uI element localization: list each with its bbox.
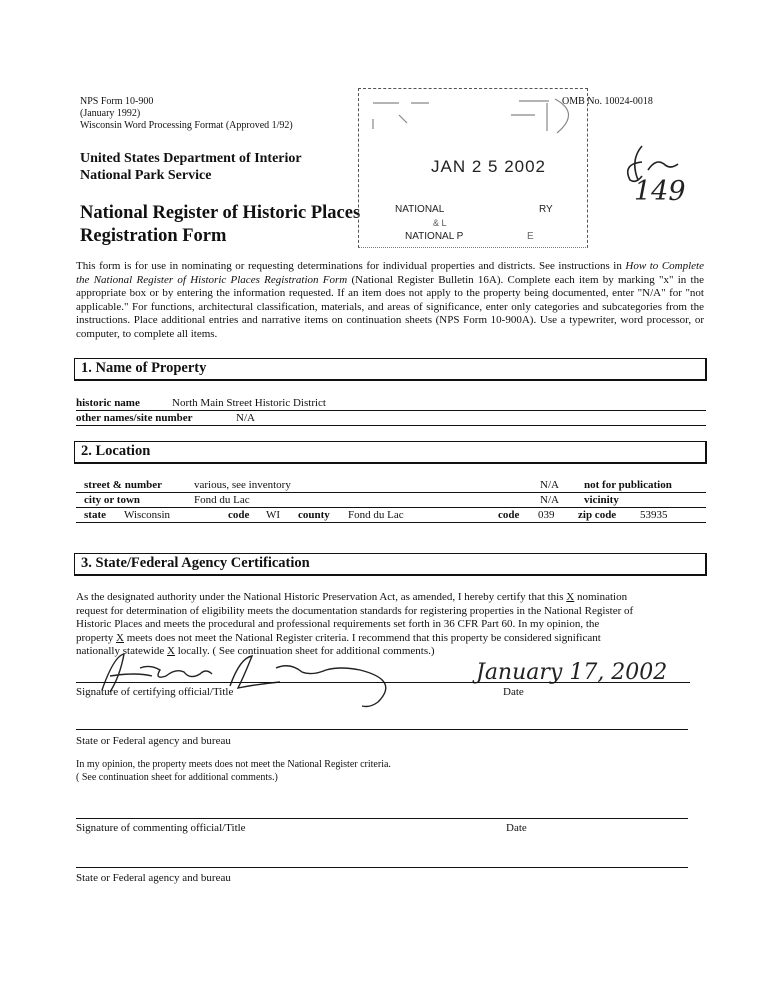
county-code-value: 039: [538, 509, 555, 521]
county-label: county: [298, 509, 330, 521]
stamp-line2: & L: [433, 218, 447, 228]
stamp-date: JAN 2 5 2002: [431, 157, 547, 176]
section1-header-box: [74, 358, 707, 381]
intro-paragraph: [76, 260, 704, 342]
stamp-line3: NATIONAL P: [405, 231, 464, 242]
cert-text-2: nomination: [574, 591, 628, 603]
county-value: Fond du Lac: [348, 509, 404, 521]
cert-mark-meets: X: [116, 631, 124, 644]
date-label: Date: [503, 686, 524, 698]
cert-line5b: locally. ( See continuation sheet for additional comments.): [174, 645, 435, 658]
handwritten-signature: [80, 646, 420, 710]
cert-line4b: meets does not meet the National Register criteria. I recommend that this property be considered significant: [123, 631, 601, 644]
signature-label: Signature of certifying official/Title: [76, 686, 234, 698]
state-row: [76, 508, 706, 522]
divider: [76, 729, 688, 730]
form-date: (January 1992): [80, 108, 141, 119]
section1-heading: 1. Name of Property: [81, 360, 207, 376]
agency-bureau-label: State or Federal agency and bureau: [76, 735, 231, 747]
stamp-line3b: E: [527, 231, 534, 242]
historic-name-value: North Main Street Historic District: [172, 397, 326, 409]
format-note: Wisconsin Word Processing Format (Approved 1/92): [80, 120, 293, 131]
cert-line3: Historic Places and meets the procedural and professional requirements set forth in 36 CFR Part 60. In my opinion, the: [76, 618, 600, 631]
zip-label: zip code: [578, 509, 617, 521]
agency-line1: United States Department of Interior: [80, 151, 302, 166]
divider: [76, 522, 706, 523]
cert-mark-nomination: X: [566, 591, 575, 603]
received-stamp: [358, 88, 588, 248]
section2-heading: 2. Location: [81, 443, 151, 459]
historic-name-row: [76, 396, 326, 410]
vicinity-label: vicinity: [584, 494, 619, 506]
city-label: city or town: [84, 494, 141, 506]
agency-line2: National Park Service: [80, 168, 212, 183]
intro-text-3: (National Register Bulletin 16A). Complete each item by marking "x" in the appropriate box or by entering the information requested. If an item does not apply to the property being documented, enter "N/A" for "not applicable." For functions, architectural classification, materials, and areas of significance, enter only categories and subcategories from the instructions. Place additional entries and narrative items on continuation sheets (NPS Form 10-900A). Use a typewriter, word processor, or computer, to complete all items.: [76, 273, 704, 340]
omb-number: OMB No. 10024-0018: [562, 96, 653, 107]
commenting-date-label: Date: [506, 822, 527, 834]
state-code-label: code: [228, 509, 250, 521]
form-number: NPS Form 10-900: [80, 96, 154, 107]
agency-bureau-label-2: State or Federal agency and bureau: [76, 872, 231, 884]
handwritten-date: January 17, 2002: [476, 660, 668, 685]
intro-text-1: This form is for use in nominating or requesting determinations for individual properties and districts. See instructions in: [76, 260, 626, 272]
city-na: N/A: [540, 494, 559, 506]
divider: [76, 867, 688, 868]
opinion-line2: ( See continuation sheet for additional comments.): [76, 772, 278, 783]
not-for-publication-label: not for publication: [584, 479, 672, 491]
street-na: N/A: [540, 479, 559, 491]
county-code-label: code: [498, 509, 520, 521]
stamp-line1b: RY: [539, 204, 553, 215]
other-names-label: other names/site number: [76, 412, 193, 424]
street-value: various, see inventory: [194, 479, 291, 491]
cert-line5a: nationally statewide: [76, 645, 168, 658]
section3-heading: 3. State/Federal Agency Certification: [81, 555, 310, 571]
city-value: Fond du Lac: [194, 494, 250, 506]
section3-header-box: [74, 553, 707, 576]
stamp-faded-header: [359, 89, 587, 149]
section2-header-box: [74, 441, 707, 464]
historic-name-label: historic name: [76, 397, 140, 409]
divider: [76, 682, 690, 683]
other-names-value: N/A: [236, 412, 255, 424]
handwritten-number: 149: [634, 176, 686, 207]
state-value: Wisconsin: [124, 509, 170, 521]
city-row: [76, 493, 706, 507]
state-code-value: WI: [266, 509, 281, 521]
cert-line4a: property: [76, 631, 117, 644]
opinion-line1: In my opinion, the property meets does not meet the National Register criteria.: [76, 759, 391, 770]
other-names-row: [76, 411, 255, 425]
cert-line2: request for determination of eligibility meets the documentation standards for registering properties in the National Register of: [76, 604, 634, 617]
divider: [76, 425, 706, 426]
state-label: state: [84, 509, 106, 521]
cert-mark-locally: X: [167, 645, 175, 658]
cert-text-1: As the designated authority under the National Historic Preservation Act, as amended, I hereby certify that this: [76, 591, 567, 603]
form-title-line1: National Register of Historic Places: [80, 203, 361, 223]
zip-value: 53935: [640, 509, 668, 521]
form-title-line2: Registration Form: [80, 226, 227, 246]
intro-text-2: How to Complete the National Register of Historic Places Registration Form: [76, 260, 704, 286]
commenting-signature-label: Signature of commenting official/Title: [76, 822, 246, 834]
divider: [76, 818, 688, 819]
stamp-line1: NATIONAL: [395, 204, 445, 215]
street-label: street & number: [84, 479, 162, 491]
street-row: [76, 478, 706, 492]
